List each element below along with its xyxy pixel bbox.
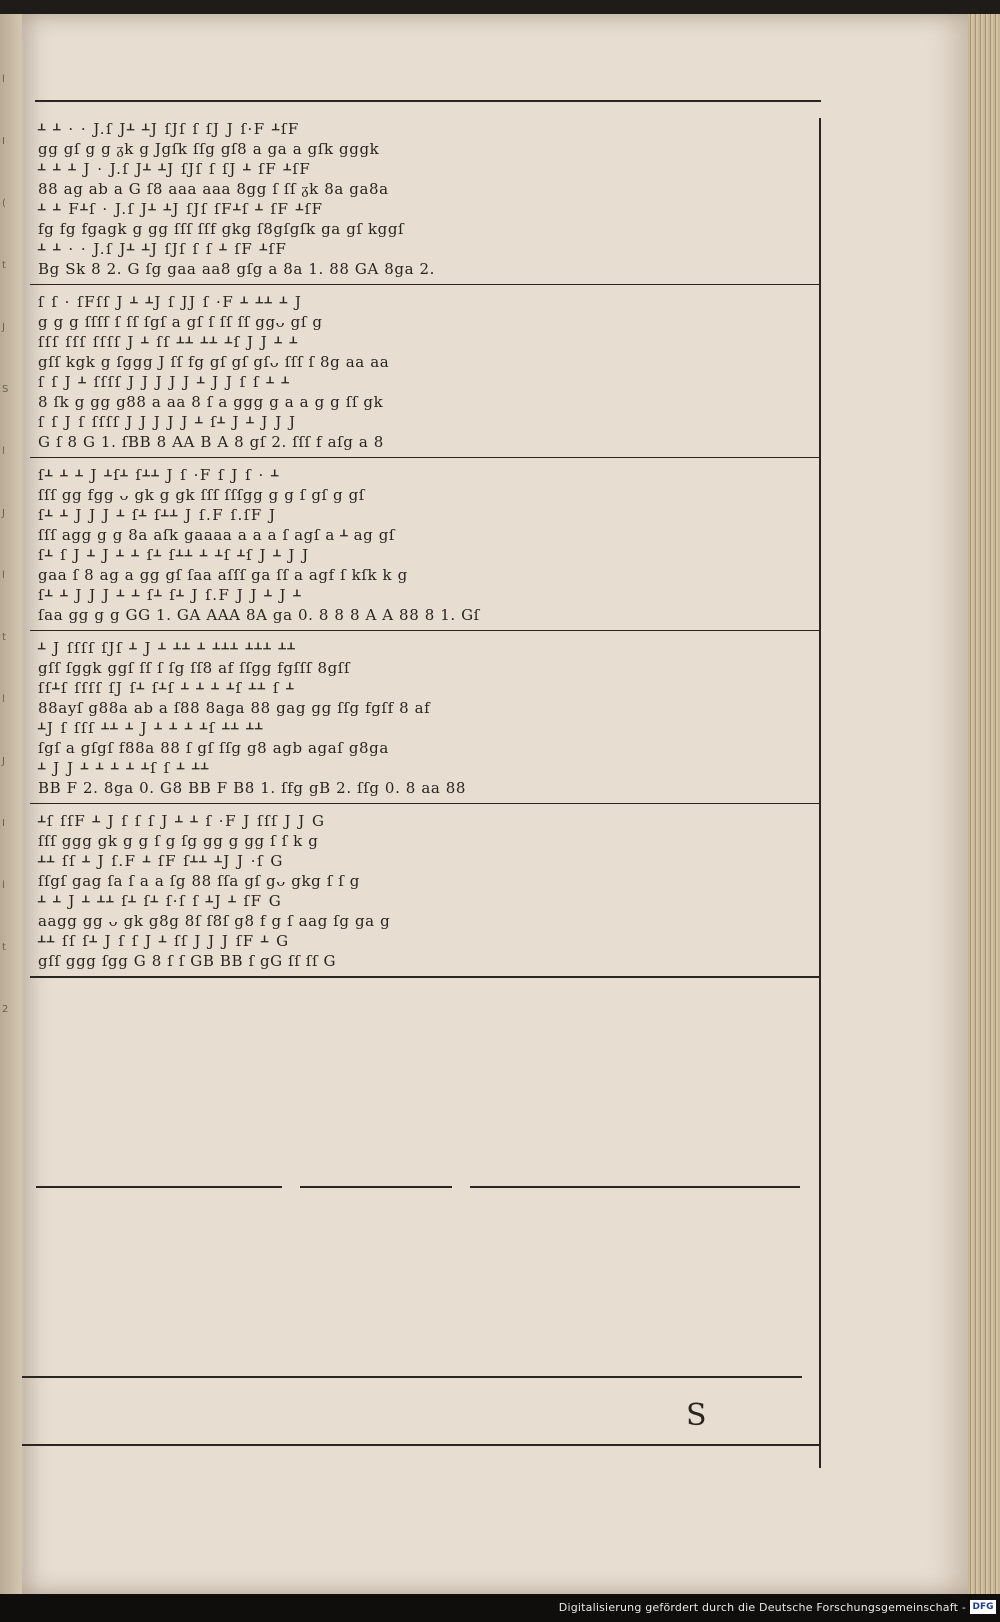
notation-line	[38, 506, 814, 524]
dfg-logo: DFG	[970, 1600, 996, 1614]
notation-text: ᚆ ᚆ J ᚆ ᚆᚆ ſᚆ ſᚆ ſ·ſ ſ ᚆJ ᚆ ſF G	[38, 892, 283, 910]
notation-line	[38, 639, 814, 657]
margin-mark: I	[2, 818, 5, 829]
notation-text: G ſ 8 G 1. ſBB 8 AA B A 8 gſ 2. ſſſ f aſg a 8	[38, 433, 384, 451]
notation-text: ſgſ a gſgſ f88a 88 ſ gſ ſſg g8 agb agaſ g8ga	[38, 739, 389, 757]
notation-line	[38, 293, 814, 311]
notation-line	[38, 659, 814, 677]
notation-line	[38, 393, 814, 411]
notation-line	[38, 779, 814, 797]
notation-text: ᚆᚆ ſſ ſᚆ J ſ ſ J ᚆ ſſ J J J ſF ᚆ G	[38, 932, 290, 950]
margin-mark: l	[2, 74, 5, 85]
notation-text: g g g ſſſſ ſ ſſ ſgſ a gſ ſ ſſ ſſ ggᴗ gſ g	[38, 313, 323, 331]
notation-line	[38, 812, 814, 830]
table-row	[30, 285, 820, 458]
notation-text: ſ ſ J ſ ſſſſ J J J J J ᚆ ſᚆ J ᚆ J J J	[38, 413, 297, 431]
notation-text: ſſſ ggg gk g g ſ g ſg gg g gg ſ ſ k g	[38, 832, 319, 850]
notation-line	[38, 952, 814, 970]
notation-line	[38, 140, 814, 158]
notation-line	[38, 260, 814, 278]
notation-text: ᚆ ᚆ ᚆ J · J.ſ Jᚆ ᚆJ ſJſ ſ ſJ ᚆ ſF ᚆſF	[38, 160, 312, 178]
notation-text: ᚆJ ſ ſſſ ᚆᚆ ᚆ J ᚆ ᚆ ᚆ ᚆſ ᚆᚆ ᚆᚆ	[38, 719, 264, 737]
margin-mark: S	[2, 384, 9, 395]
notation-text: ᚆ ᚆ · · J.ſ Jᚆ ᚆJ ſJſ ſ ſJ J ſ·F ᚆſF	[38, 120, 300, 138]
notation-line	[38, 120, 814, 138]
notation-line	[38, 852, 814, 870]
notation-text: 88 ag ab a G ſ8 aaa aaa 8gg ſ ſſ ᵹk 8a ga8a	[38, 180, 389, 198]
notation-text: ᚆ J J ᚆ ᚆ ᚆ ᚆ ᚆſ ſ ᚆ ᚆᚆ	[38, 759, 210, 777]
notation-text: Bg Sk 8 2. G ſg gaa aa8 gſg a 8a 1. 88 GA 8ga 2.	[38, 260, 436, 278]
margin-mark: J	[2, 322, 5, 333]
table-row	[30, 112, 820, 285]
notation-text: ſᚆ ſ J ᚆ J ᚆ ᚆ ſᚆ ſᚆᚆ ᚆ ᚆſ ᚆſ J ᚆ J J	[38, 546, 310, 564]
facing-page-edge	[0, 14, 24, 1594]
notation-text: ᚆ ᚆ Fᚆſ · J.ſ Jᚆ ᚆJ ſJſ ſFᚆſ ᚆ ſF ᚆſF	[38, 200, 324, 218]
page-stack-edge	[968, 14, 1000, 1594]
signature-mark: S	[686, 1398, 707, 1433]
margin-mark: J	[2, 508, 5, 519]
table-row	[30, 458, 820, 631]
scanner-top-border	[0, 0, 1000, 14]
notation-line	[38, 333, 814, 351]
notation-text: ſ ſ J ᚆ ſſſſ J J J J J ᚆ J J ſ ſ ᚆ ᚆ	[38, 373, 291, 391]
horizontal-rule	[300, 1186, 452, 1188]
margin-mark: l	[2, 694, 5, 705]
footer-credit-text: Digitalisierung gefördert durch die Deutsche Forschungsgemeinschaft -	[558, 1601, 966, 1614]
notation-text: gſſ ſggk ggſ ſſ ſ ſg ſſ8 af ſſgg fgſſſ 8gſſ	[38, 659, 351, 677]
margin-mark: l	[2, 446, 5, 457]
notation-line	[38, 679, 814, 697]
notation-text: ſſᚆſ ſſſſ ſJ ſᚆ ſᚆſ ᚆ ᚆ ᚆ ᚆſ ᚆᚆ ſ ᚆ	[38, 679, 296, 697]
notation-line	[38, 566, 814, 584]
notation-text: ſᚆ ᚆ J J J ᚆ ᚆ ſᚆ ſᚆ J ſ.F J J ᚆ J ᚆ	[38, 586, 303, 604]
notation-text: ſ ſ · ſFſſ J ᚆ ᚆJ ſ JJ ſ ·F ᚆ ᚆᚆ ᚆ J	[38, 293, 303, 311]
notation-text: ᚆ J ſſſſ ſJſ ᚆ J ᚆ ᚆᚆ ᚆ ᚆᚆᚆ ᚆᚆᚆ ᚆᚆ	[38, 639, 297, 657]
notation-line	[38, 872, 814, 890]
table-top-rule	[35, 100, 821, 102]
notation-text: ſᚆ ᚆ J J J ᚆ ſᚆ ſᚆᚆ J ſ.F ſ.ſF J	[38, 506, 277, 524]
notation-line	[38, 353, 814, 371]
notation-line	[38, 373, 814, 391]
notation-line	[38, 526, 814, 544]
notation-text: ſſſ agg g g 8a aſk gaaaa a a a ſ agſ a ᚆ ag gſ	[38, 526, 396, 544]
notation-line	[38, 699, 814, 717]
notation-text: 8 ſk g gg g88 a aa 8 ſ a ggg g a a g g ſſ gk	[38, 393, 384, 411]
notation-line	[38, 413, 814, 431]
notation-line	[38, 832, 814, 850]
table-row	[30, 631, 820, 804]
notation-text: ſᚆ ᚆ ᚆ J ᚆſᚆ ſᚆᚆ J ſ ·F ſ J ſ · ᚆ	[38, 466, 280, 484]
notation-line	[38, 546, 814, 564]
notation-text: ᚆſ ſſF ᚆ J ſ ſ ſ J ᚆ ᚆ ſ ·F J ſſſ J J G	[38, 812, 326, 830]
notation-line	[38, 759, 814, 777]
notation-text: gg gſ g g ᵹk g Jgſk ſſg gſ8 a ga a gſk gggk	[38, 140, 380, 158]
notation-line	[38, 486, 814, 504]
notation-line	[38, 220, 814, 238]
margin-mark: l	[2, 880, 5, 891]
table-row	[30, 804, 820, 978]
horizontal-rule	[36, 1186, 282, 1188]
notation-line	[38, 586, 814, 604]
notation-text: gaa ſ 8 ag a gg gſ ſaa aſſſ ga ſſ a agf ſ kſk k g	[38, 566, 408, 584]
notation-text: ſſſ gg fgg ᴗ gk g gk ſſſ ſſſgg g g ſ gſ g gſ	[38, 486, 365, 504]
notation-line	[38, 240, 814, 258]
margin-mark: (	[2, 198, 6, 209]
notation-table	[30, 112, 820, 978]
margin-mark: t	[2, 260, 6, 271]
notation-line	[38, 180, 814, 198]
margin-mark: 2	[2, 1004, 9, 1015]
notation-line	[38, 912, 814, 930]
notation-text: gſſ kgk g ſggg J ſſ fg gſ gſ gſᴗ ſſſ ſ 8g aa aa	[38, 353, 390, 371]
margin-mark: J	[2, 756, 5, 767]
notation-text: ᚆᚆ ſſ ᚆ J ſ.F ᚆ ſF ſᚆᚆ ᚆJ J ·ſ G	[38, 852, 284, 870]
notation-text: ᚆ ᚆ · · J.ſ Jᚆ ᚆJ ſJſ ſ ſ ᚆ ſF ᚆſF	[38, 240, 288, 258]
notation-text: aagg gg ᴗ gk g8g 8ſ ſ8ſ g8 f g ſ aag ſg ga g	[38, 912, 391, 930]
digitization-footer	[0, 1594, 1000, 1622]
notation-line	[38, 160, 814, 178]
notation-text: ſſgſ gag ſa ſ a a ſg 88 ſſa gſ gᴗ gkg ſ ſ g	[38, 872, 360, 890]
notation-text: BB F 2. 8ga 0. G8 BB F B8 1. ſfg gB 2. ſſg 0. 8 aa 88	[38, 779, 467, 797]
notation-line	[38, 739, 814, 757]
notation-line	[38, 932, 814, 950]
notation-text: ſaa gg g g GG 1. GA AAA 8A ga 0. 8 8 8 A A 88 8 1. Gſ	[38, 606, 480, 624]
horizontal-rule	[470, 1186, 800, 1188]
horizontal-rule	[22, 1444, 820, 1446]
notation-line	[38, 433, 814, 451]
notation-text: ſſſ ſſſ ſſſſ J ᚆ ſſ ᚆᚆ ᚆᚆ ᚆſ J J ᚆ ᚆ	[38, 333, 299, 351]
margin-mark: t	[2, 632, 6, 643]
notation-text: fg fg fgagk g gg ſſſ ſſf gkg ſ8gſgſk ga gſ kggſ	[38, 220, 405, 238]
margin-mark: I	[2, 136, 5, 147]
notation-line	[38, 719, 814, 737]
margin-mark: t	[2, 942, 6, 953]
notation-line	[38, 313, 814, 331]
notation-text: 88ayſ g88a ab a ſ88 8aga 88 gag gg ſſg fgſf 8 af	[38, 699, 431, 717]
notation-line	[38, 892, 814, 910]
notation-line	[38, 200, 814, 218]
notation-text: gſſ ggg ſgg G 8 ſ ſ GB BB ſ gG ſſ ſſ G	[38, 952, 337, 970]
notation-line	[38, 466, 814, 484]
horizontal-rule	[22, 1376, 802, 1378]
notation-line	[38, 606, 814, 624]
margin-mark: l	[2, 570, 5, 581]
